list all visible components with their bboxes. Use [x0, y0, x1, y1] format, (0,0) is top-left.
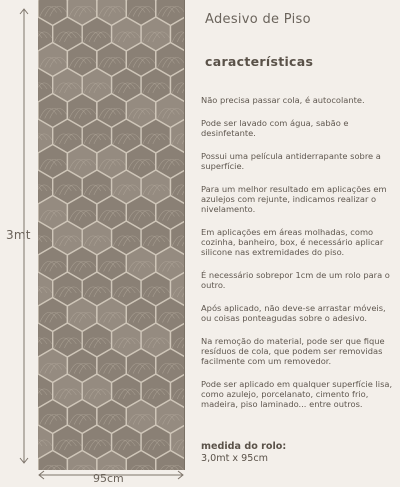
roll-measure-value: 3,0mt x 95cm: [201, 453, 268, 464]
product-title: Adesivo de Piso: [205, 12, 311, 27]
feature-item: Possui uma película antiderrapante sobre a superfície.: [201, 151, 381, 171]
roll-width-label: 95cm: [93, 472, 124, 485]
feature-item: Após aplicado, não deve-se arrastar móveis, ou coisas ponteagudas sobre o adesivo.: [201, 303, 386, 323]
feature-item: É necessário sobrepor 1cm de um rolo para o outro.: [201, 270, 390, 290]
feature-item: Em aplicações em áreas molhadas, como cozinha, banheiro, box, é necessário aplicar silicone nas extremidades do piso.: [201, 227, 384, 257]
hexagon-tile-pattern-icon: [38, 0, 184, 470]
roll-measure-label: medida do rolo:: [201, 441, 287, 452]
feature-item: Pode ser lavado com água, sabão e desinfetante.: [201, 118, 349, 138]
floor-sticker-roll-preview: [38, 0, 185, 470]
feature-item: Pode ser aplicado em qualquer superfície lisa, como azulejo, porcelanato, cimento frio, madeira, piso laminado... entre outros.: [201, 379, 393, 409]
feature-item: Na remoção do material, pode ser que fique resíduos de cola, que podem ser removidas facilmente com um removedor.: [201, 336, 385, 366]
feature-item: Não precisa passar cola, é autocolante.: [201, 95, 365, 105]
features-list: [201, 95, 397, 422]
roll-height-label: 3mt: [6, 228, 31, 242]
features-heading: características: [205, 54, 314, 69]
feature-item: Para um melhor resultado em aplicações em azulejos com rejunte, indicamos realizar o nivelamento.: [201, 184, 387, 214]
